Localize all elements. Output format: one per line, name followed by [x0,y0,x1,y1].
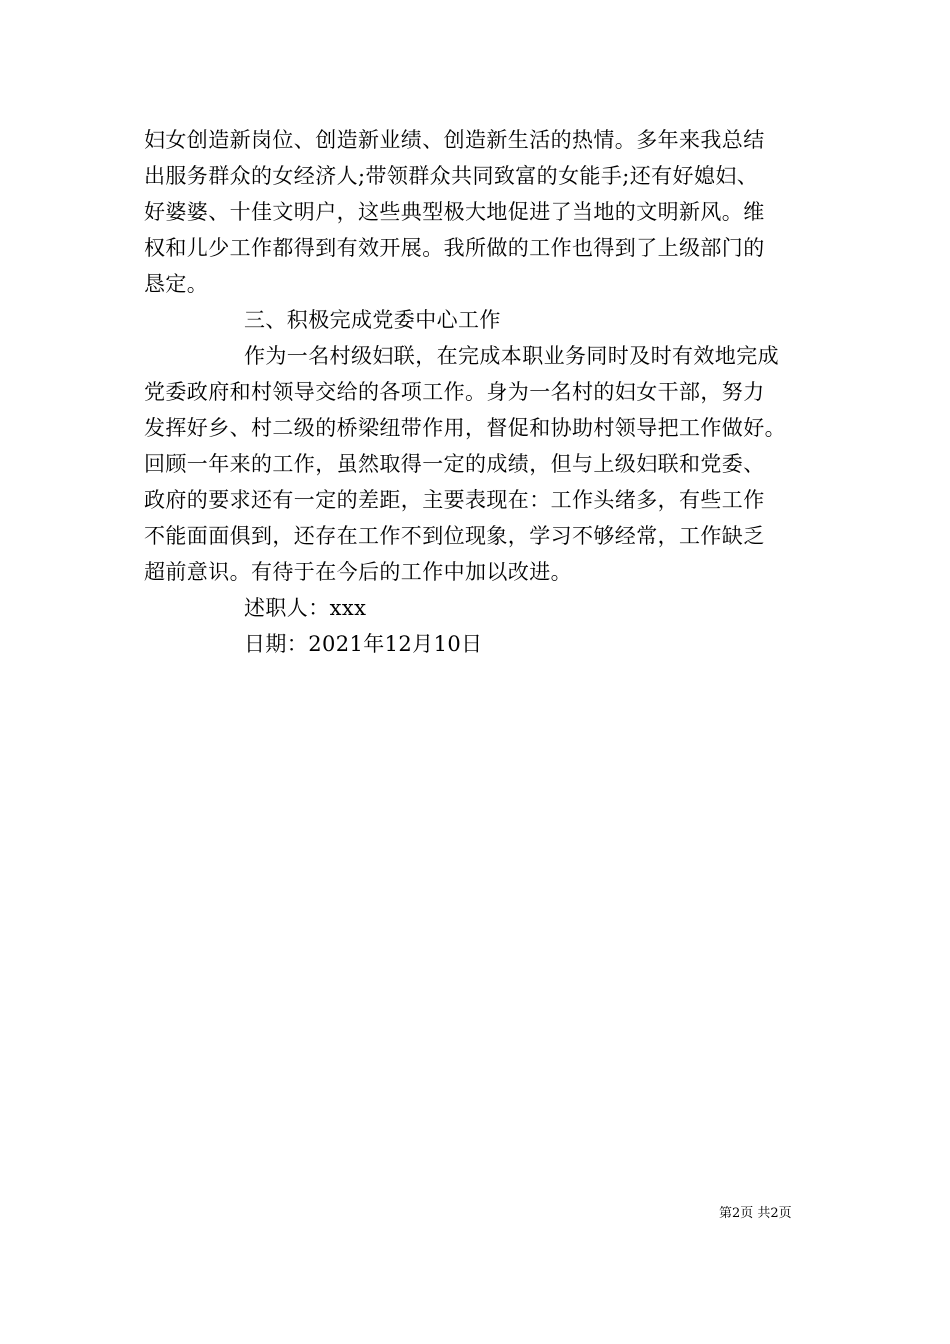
body-text-line: 回顾一年来的工作，虽然取得一定的成绩，但与上级妇联和党委、 [144,452,765,476]
paragraph-first-line: 作为一名村级妇联，在完成本职业务同时及时有效地完成 [244,344,779,368]
body-text-line: 不能面面俱到，还存在工作不到位现象，学习不够经常，工作缺乏 [144,524,765,548]
body-text-line: 发挥好乡、村二级的桥梁纽带作用，督促和协助村领导把工作做好。 [144,416,786,440]
body-text-line: 出服务群众的女经济人;带领群众共同致富的女能手;还有好媳妇、 [144,164,759,188]
signatory-line: 述职人：xxx [244,596,367,620]
body-text-line: 妇女创造新岗位、创造新业绩、创造新生活的热情。多年来我总结 [144,128,765,152]
date-line: 日期：2021年12月10日 [244,632,483,656]
body-text-line: 政府的要求还有一定的差距，主要表现在：工作头绪多，有些工作 [144,488,765,512]
body-text-line: 党委政府和村领导交给的各项工作。身为一名村的妇女干部，努力 [144,380,765,404]
body-text-line: 权和儿少工作都得到有效开展。我所做的工作也得到了上级部门的 [144,236,765,260]
body-text-line: 恳定。 [144,272,209,296]
page-number-footer: 第2页 共2页 [719,1206,792,1221]
section-heading: 三、积极完成党委中心工作 [244,308,501,332]
body-text-line: 好婆婆、十佳文明户，这些典型极大地促进了当地的文明新风。维 [144,200,765,224]
body-text-line: 超前意识。有待于在今后的工作中加以改进。 [144,560,572,584]
